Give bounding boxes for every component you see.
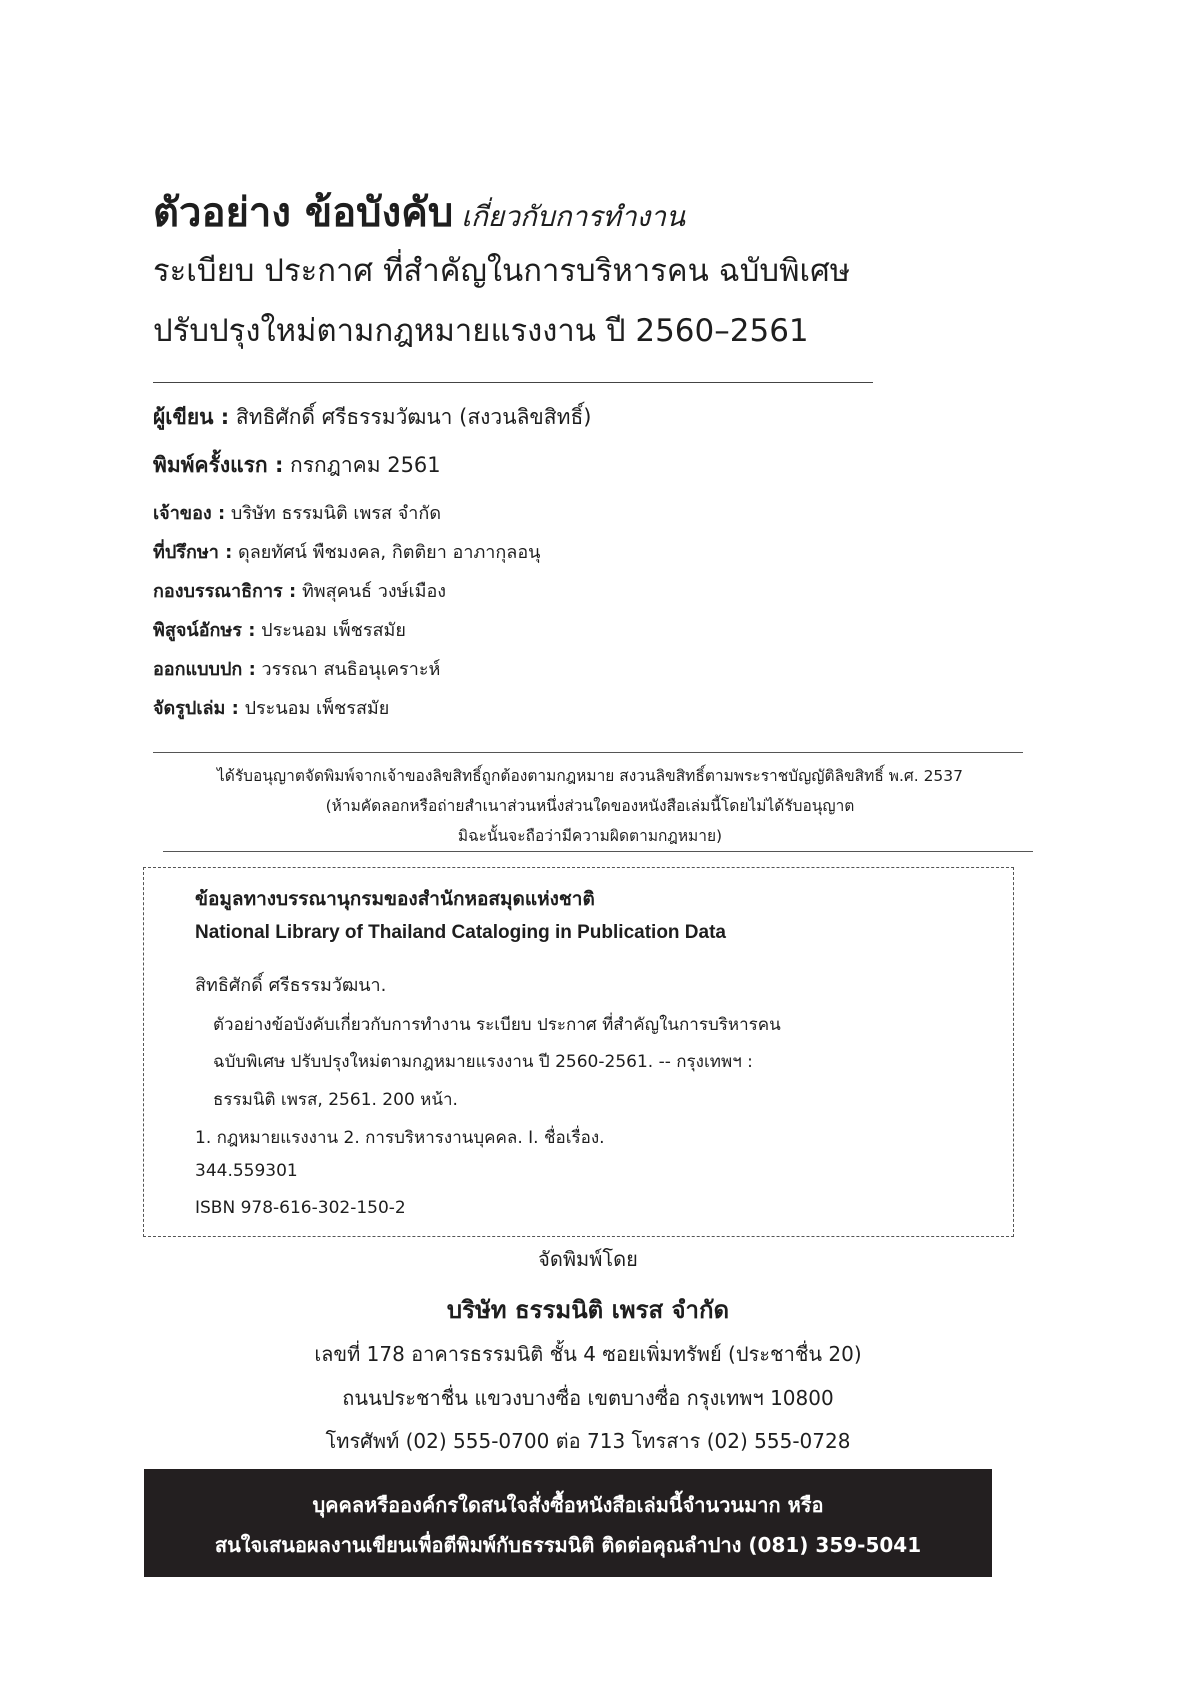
credit-value: วรรณา สนธิอนุเคราะห์ <box>261 659 441 680</box>
credit-label: จัดรูปเล่ม : <box>153 698 239 719</box>
credit-proofreader <box>153 615 406 644</box>
cip-subjects: 1. กฎหมายแรงงาน 2. การบริหารงานบุคคล. I. ชื่อเรื่อง. <box>195 1128 605 1148</box>
publisher-name: บริษัท ธรรมนิติ เพรส จำกัด <box>446 1296 730 1324</box>
title-subtitle-line-2: ปรับปรุงใหม่ตามกฎหมายแรงงาน ปี 2560–2561 <box>153 313 809 349</box>
credit-author <box>153 401 591 434</box>
credit-label: ที่ปรึกษา : <box>153 542 233 563</box>
copyright-notice-line-1: ได้รับอนุญาตจัดพิมพ์จากเจ้าของลิขสิทธิ์ถูกต้องตามกฎหมาย สงวนลิขสิทธิ์ตามพระราชบัญญัติลิขสิทธิ์ พ.ศ. 2537 <box>216 767 964 785</box>
credit-first-print <box>153 449 441 482</box>
copyright-notice-line-2: (ห้ามคัดลอกหรือถ่ายสำเนาส่วนหนึ่งส่วนใดของหนังสือเล่มนี้โดยไม่ได้รับอนุญาต <box>325 797 855 815</box>
cip-description-line-1: ตัวอย่างข้อบังคับเกี่ยวกับการทำงาน ระเบียบ ประกาศ ที่สำคัญในการบริหารคน <box>213 1015 781 1035</box>
credit-value: ทิพสุคนธ์ วงษ์เมือง <box>301 581 447 602</box>
credit-advisors <box>153 537 540 566</box>
cip-description-line-3: ธรรมนิติ เพรส, 2561. 200 หน้า. <box>213 1090 458 1110</box>
book-title <box>153 180 685 244</box>
credit-value: บริษัท ธรรมนิติ เพรส จำกัด <box>230 503 442 524</box>
credit-label: ผู้เขียน : <box>153 405 230 429</box>
title-subtitle-line-1: ระเบียบ ประกาศ ที่สำคัญในการบริหารคน ฉบับพิเศษ <box>153 253 851 289</box>
cip-data-box <box>143 867 1014 1237</box>
publisher-address-line-2: ถนนประชาชื่น แขวงบางซื่อ เขตบางซื่อ กรุงเทพฯ 10800 <box>342 1386 834 1410</box>
publisher-phone: โทรศัพท์ (02) 555-0700 ต่อ 713 โทรสาร (02) 555-0728 <box>325 1429 851 1453</box>
credit-value: ประนอม เพ็ชรสมัย <box>261 620 406 641</box>
cip-heading-english: National Library of Thailand Cataloging in Publication Data <box>195 922 726 943</box>
banner-line-2: สนใจเสนอผลงานเขียนเพื่อตีพิมพ์กับธรรมนิติ ติดต่อคุณลำปาง (081) 359-5041 <box>214 1533 922 1557</box>
banner-line-1: บุคคลหรือองค์กรใดสนใจสั่งซื้อหนังสือเล่มนี้จำนวนมาก หรือ <box>312 1493 824 1517</box>
notice-top-divider <box>153 752 1023 753</box>
contact-banner <box>144 1469 992 1577</box>
credit-value: ประนอม เพ็ชรสมัย <box>244 698 390 719</box>
credit-value: กรกฎาคม 2561 <box>290 453 441 477</box>
printed-by-label: จัดพิมพ์โดย <box>538 1247 638 1271</box>
credit-label: พิมพ์ครั้งแรก : <box>153 453 284 477</box>
credit-cover-design <box>153 654 440 683</box>
credit-value: ดุลยทัศน์ พืชมงคล, กิตติยา อาภากุลอนุ <box>238 542 541 563</box>
credit-label: กองบรรณาธิการ : <box>153 581 297 602</box>
cip-heading-thai: ข้อมูลทางบรรณานุกรมของสำนักหอสมุดแห่งชาติ <box>195 888 595 910</box>
credit-owner <box>153 498 441 527</box>
notice-bottom-divider <box>163 851 1033 852</box>
credit-label: ออกแบบปก : <box>153 659 256 680</box>
cip-author: สิทธิศักดิ์ ศรีธรรมวัฒนา. <box>195 975 387 996</box>
publisher-address-line-1: เลขที่ 178 อาคารธรรมนิติ ชั้น 4 ซอยเพิ่มทรัพย์ (ประชาชื่น 20) <box>314 1342 862 1366</box>
credit-editorial <box>153 576 446 605</box>
credit-label: พิสูจน์อักษร : <box>153 620 256 641</box>
title-italic-part: เกี่ยวกับการทำงาน <box>461 200 686 233</box>
copyright-notice-line-3: มิฉะนั้นจะถือว่ามีความผิดตามกฎหมาย) <box>457 827 723 845</box>
title-bold-part: ตัวอย่าง ข้อบังคับ <box>153 190 454 236</box>
cip-isbn: ISBN 978-616-302-150-2 <box>195 1198 406 1218</box>
title-divider <box>153 382 873 383</box>
credit-value: สิทธิศักดิ์ ศรีธรรมวัฒนา (สงวนลิขสิทธิ์) <box>235 405 592 429</box>
cip-classification: 344.559301 <box>195 1161 298 1181</box>
credit-layout <box>153 693 389 722</box>
cip-description-line-2: ฉบับพิเศษ ปรับปรุงใหม่ตามกฎหมายแรงงาน ปี 2560-2561. -- กรุงเทพฯ : <box>213 1052 753 1072</box>
credit-label: เจ้าของ : <box>153 503 226 524</box>
